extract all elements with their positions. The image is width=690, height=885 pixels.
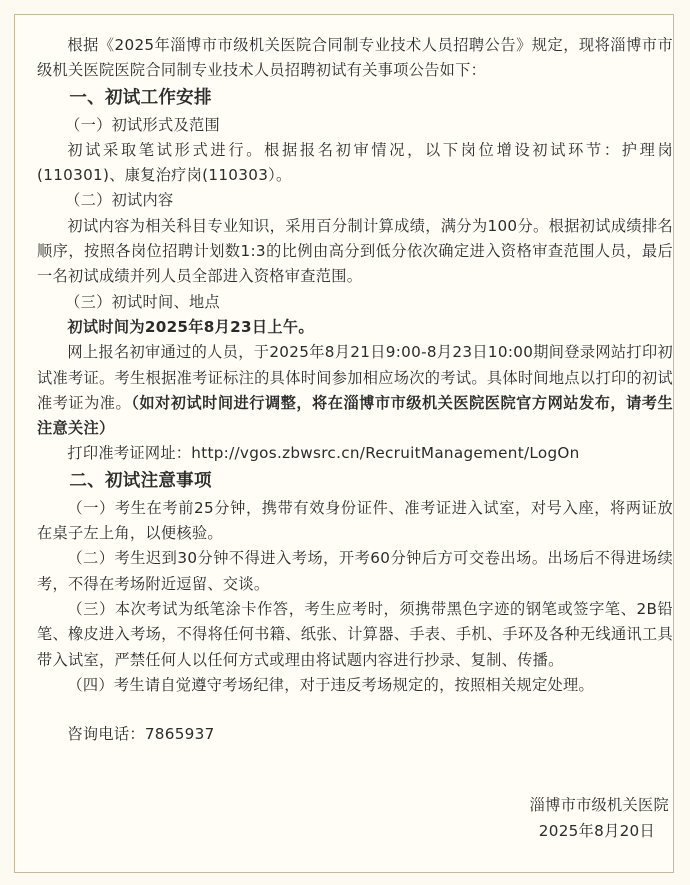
issue-date: 2025年8月20日 — [538, 821, 655, 840]
spacer — [37, 698, 673, 722]
section-1-3-body — [37, 340, 673, 441]
signature: 淄博市市级机关医院 — [529, 796, 669, 815]
section-1-2-body: 初试内容为相关科目专业知识，采用百分制计算成绩，满分为100分。根据初试成绩排名顺序，按照各岗位招聘计划数1:3的比例由高分到低分依次确定进入资格审查范围人员，最后一名初试成绩并列人员全部进入资格审查范围。 — [37, 216, 673, 286]
section-2-2: （二）考生迟到30分钟不得进入考场，开考60分钟后方可交卷出场。出场后不得进场续考，不得在考场附近逗留、交谈。 — [37, 549, 673, 593]
section-1-3-bold-note: （如对初试时间进行调整，将在淄博市市级机关医院医院官方网站发布，请考生注意关注） — [37, 393, 673, 438]
section-2-4: （四）考生请自觉遵守考场纪律，对于违反考场规定的，按照相关规定处理。 — [67, 675, 594, 694]
notice-body — [37, 33, 673, 844]
print-url-line: 打印准考证网址：http://vgos.zbwsrc.cn/RecruitManagement/LogOn — [67, 444, 580, 463]
intro-paragraph: 根据《2025年淄博市市级机关医院合同制专业技术人员招聘公告》规定，现将淄博市市级机关医院医院合同制专业技术人员招聘初试有关事项公告如下： — [37, 36, 673, 80]
section-2-heading: 二、初试注意事项 — [69, 470, 212, 491]
section-1-3-text: 网上报名初审通过的人员，于2025年8月21日9:00-8月23日10:00期间登录网站打印初试准考证。考生根据准考证标注的具体时间参加相应场次的考试。具体时间地点以打印的初试准考证为准。 — [37, 343, 673, 412]
section-1-heading: 一、初试工作安排 — [69, 87, 212, 108]
exam-time: 初试时间为2025年8月23日上午。 — [67, 317, 314, 336]
notice-frame — [14, 14, 674, 873]
section-1-1-heading: （一）初试形式及范围 — [65, 115, 220, 134]
section-2-1: （一）考生在考前25分钟，携带有效身份证件、准考证进入试室，对号入座，将两证放在桌子左上角，以便核验。 — [37, 498, 673, 543]
section-1-3-heading: （三）初试时间、地点 — [65, 292, 220, 311]
section-1-1-body: 初试采取笔试形式进行。根据报名初审情况，以下岗位增设初试环节：护理岗(110301)、康复治疗岗(110303）。 — [37, 140, 673, 185]
section-1-2-heading: （二）初试内容 — [65, 191, 174, 210]
spacer — [37, 747, 673, 770]
spacer — [37, 770, 673, 793]
section-2-3: （三）本次考试为纸笔涂卡作答，考生应考时，须携带黑色字迹的钢笔或签字笔、2B铅笔、橡皮进入考场，不得将任何书籍、纸张、计算器、手表、手机、手环及各种无线通讯工具带入试室，严禁任何人以任何方式或理由将试题内容进行抄录、复制、传播。 — [37, 599, 673, 669]
phone-line: 咨询电话：7865937 — [67, 725, 215, 744]
